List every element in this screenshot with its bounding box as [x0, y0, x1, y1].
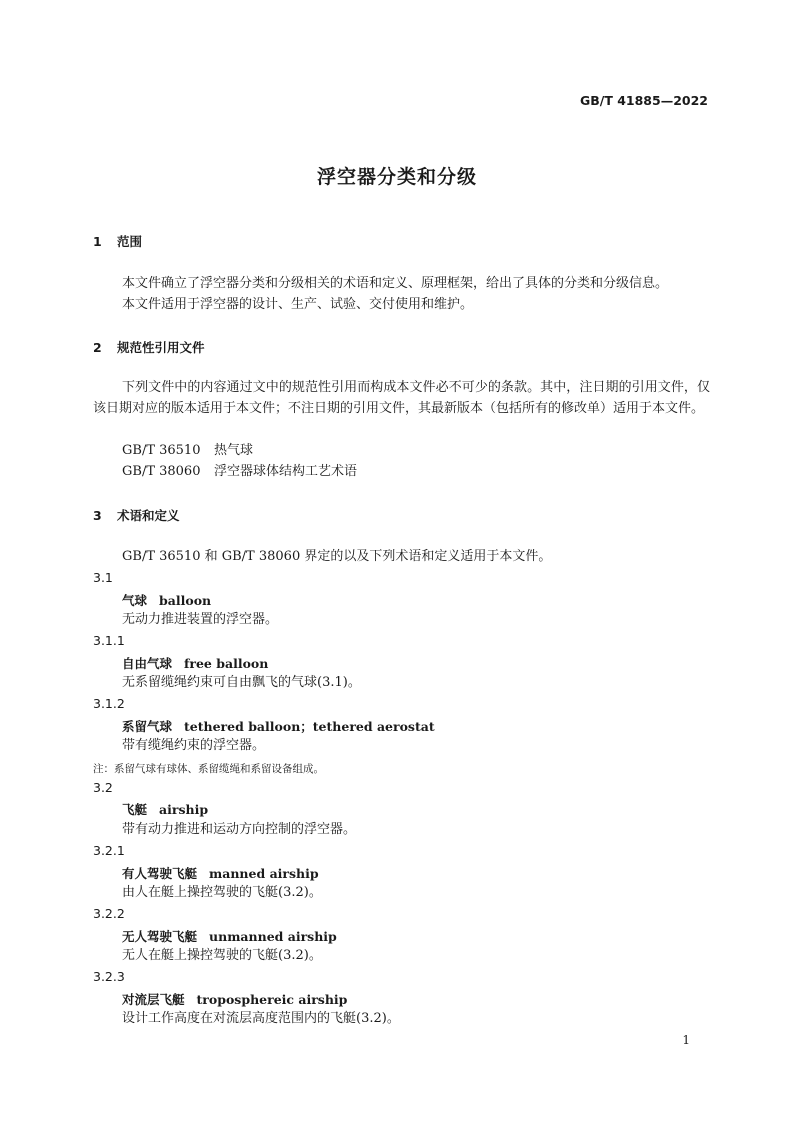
term-en: airship: [159, 802, 209, 817]
term-entry: [122, 800, 208, 818]
term-definition: 无人在艇上操控驾驶的飞艇(3.2)。: [122, 948, 322, 963]
terms-intro: GB/T 36510 和 GB/T 38060 界定的以及下列术语和定义适用于本文件。: [122, 549, 552, 564]
term-en: manned airship: [209, 866, 319, 881]
scope-paragraph-1: 本文件确立了浮空器分类和分级相关的术语和定义、原理框架，给出了具体的分类和分级信息。: [122, 276, 669, 291]
section-title: 术语和定义: [117, 508, 180, 523]
term-number: 3.1: [93, 570, 113, 585]
reference-code: GB/T 38060: [122, 464, 201, 479]
term-definition: 带有动力推进和运动方向控制的浮空器。: [122, 822, 357, 837]
section-2-heading: [93, 338, 205, 356]
reference-name: 热气球: [214, 443, 254, 458]
section-number: 3: [93, 508, 102, 523]
term-zh: 系留气球: [122, 719, 173, 734]
term-note: 注：系留气球有球体、系留缆绳和系留设备组成。: [93, 763, 324, 775]
term-entry: [122, 864, 319, 882]
term-number: 3.2.2: [93, 906, 125, 921]
term-zh: 无人驾驶飞艇: [122, 929, 198, 944]
section-3-heading: [93, 506, 180, 524]
term-number: 3.2.1: [93, 843, 125, 858]
term-zh: 有人驾驶飞艇: [122, 866, 198, 881]
normative-references-paragraph: 下列文件中的内容通过文中的规范性引用而构成本文件必不可少的条款。其中，注日期的引用文件，仅该日期对应的版本适用于本文件；不注日期的引用文件，其最新版本（包括所有的修改单）适用于本文件。: [93, 380, 710, 416]
section-title: 范围: [117, 234, 143, 249]
section-number: 1: [93, 234, 102, 249]
section-1-heading: [93, 232, 142, 250]
term-definition: 无动力推进装置的浮空器。: [122, 612, 279, 627]
term-zh: 气球: [122, 593, 148, 608]
term-zh: 飞艇: [122, 802, 148, 817]
term-entry: [122, 591, 211, 609]
term-number: 3.2: [93, 780, 113, 795]
term-entry: [122, 927, 337, 945]
term-en: balloon: [159, 593, 212, 608]
scope-paragraph-2: 本文件适用于浮空器的设计、生产、试验、交付使用和维护。: [122, 297, 474, 312]
term-zh: 自由气球: [122, 656, 173, 671]
term-entry: [122, 990, 347, 1008]
reference-code: GB/T 36510: [122, 443, 201, 458]
term-number: 3.2.3: [93, 969, 125, 984]
term-en: free balloon: [184, 656, 269, 671]
term-definition: 带有缆绳约束的浮空器。: [122, 738, 266, 753]
standard-code: GB/T 41885—2022: [579, 93, 708, 108]
term-definition: 无系留缆绳约束可自由飘飞的气球(3.1)。: [122, 675, 361, 690]
term-entry: [122, 654, 268, 672]
reference-name: 浮空器球体结构工艺术语: [214, 464, 358, 479]
term-definition: 由人在艇上操控驾驶的飞艇(3.2)。: [122, 885, 322, 900]
section-title: 规范性引用文件: [117, 340, 205, 355]
term-zh: 对流层飞艇: [122, 992, 185, 1007]
term-entry: [122, 717, 435, 735]
term-en: unmanned airship: [209, 929, 337, 944]
reference-item: [122, 462, 357, 482]
reference-item: [122, 441, 253, 461]
term-number: 3.1.2: [93, 696, 125, 711]
term-en: troposphereic airship: [196, 992, 348, 1007]
term-definition: 设计工作高度在对流层高度范围内的飞艇(3.2)。: [122, 1011, 400, 1026]
term-en: tethered balloon；tethered aerostat: [184, 719, 435, 734]
page-number: 1: [682, 1033, 690, 1047]
section-number: 2: [93, 340, 102, 355]
document-title: 浮空器分类和分级: [316, 166, 477, 188]
term-number: 3.1.1: [93, 633, 125, 648]
